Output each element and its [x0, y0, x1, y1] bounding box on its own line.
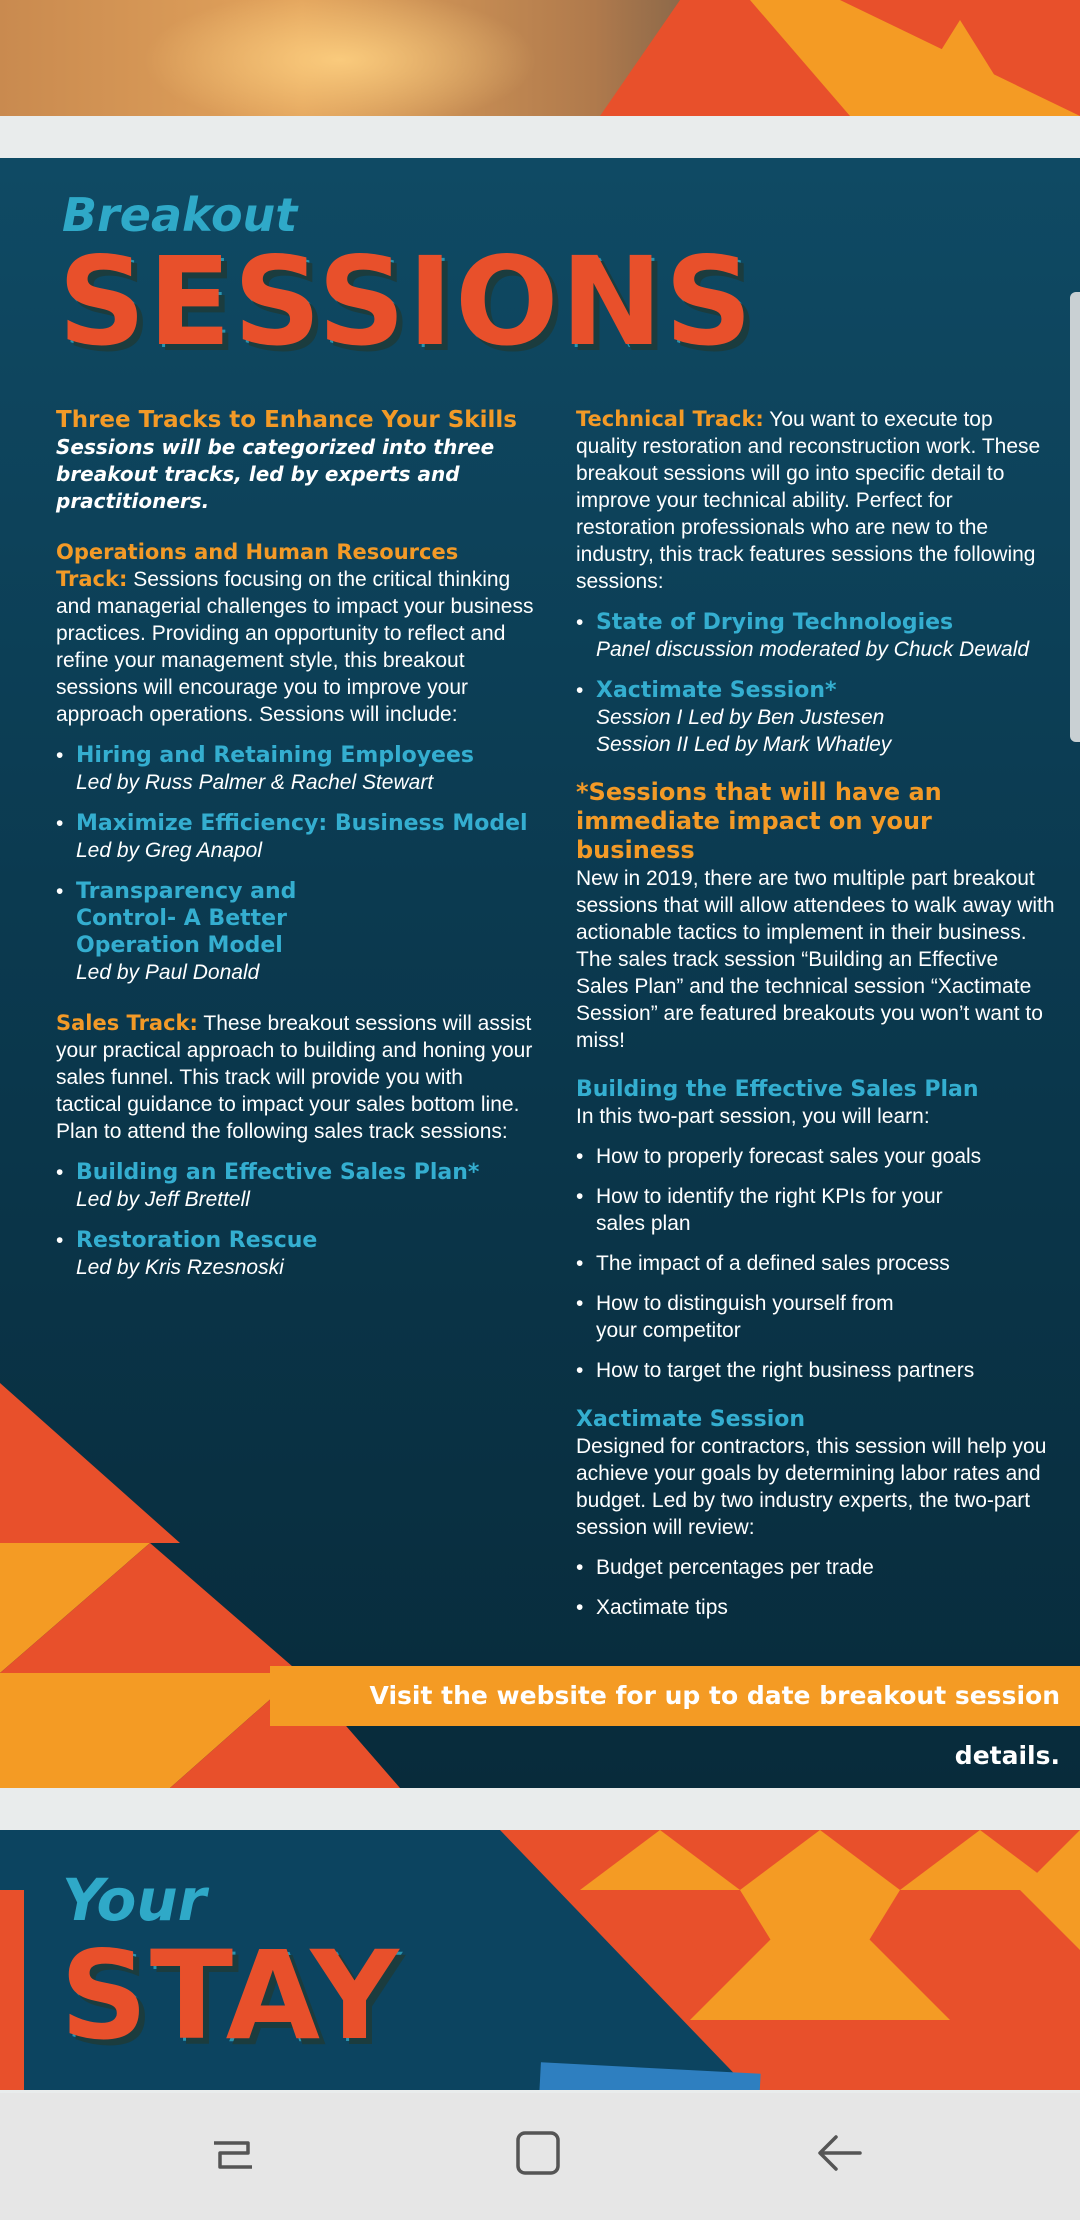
session-item: [56, 810, 534, 864]
operations-label: Operations and Human Resources Track:: [56, 540, 459, 591]
intro-text: Sessions will be categorized into three breakout tracks, led by experts and practitioners.: [56, 435, 495, 513]
hero-triangle-pattern: [600, 0, 1080, 116]
recent-apps-icon: [204, 2123, 264, 2183]
session-leader: Led by Kris Rzesnoski: [76, 1256, 284, 1279]
session-leader: Session I Led by Ben Justesen: [596, 706, 885, 729]
xactimate-heading: Xactimate Session: [576, 1407, 806, 1432]
hero-image-strip: [0, 0, 1080, 116]
bullet-icon: •: [576, 1556, 584, 1579]
session-leader: Panel discussion moderated by Chuck Dewald: [596, 638, 1030, 661]
bullet-icon: •: [56, 1161, 64, 1184]
bullet-icon: •: [576, 679, 584, 702]
decor-triangles-left: [0, 1383, 420, 1788]
decor-triangles-right: [500, 1830, 1080, 2090]
left-accent: [0, 1890, 24, 2090]
session-title: Hiring and Retaining Employees: [76, 743, 474, 768]
cta-text: Visit the website for up to date breakout session details.: [369, 1681, 1060, 1770]
breakout-sessions-panel: [0, 158, 1080, 1788]
technical-text: You want to execute top quality restoration and reconstruction work. These breakout sessions will go into specific detail to improve your technical ability. Perfect for restoration professionals who are new to the industry, this track features sessions the following sessions:: [576, 408, 1041, 593]
stay-kicker: Your: [62, 1866, 207, 1934]
sales-plan-item: • The impact of a defined sales process: [576, 1252, 950, 1275]
sessions-title: SESSIONS: [58, 231, 755, 373]
bullet-icon: •: [576, 1185, 584, 1208]
intro-heading: Three Tracks to Enhance Your Skills: [56, 407, 517, 433]
bullet-icon: •: [576, 1292, 584, 1315]
sales-text: These breakout sessions will assist your practical approach to building and honing your sales funnel. This track will provide you with tactical guidance to impact your sales bottom line. Plan to attend the following sales track sessions:: [56, 1012, 533, 1143]
operations-paragraph: [56, 539, 534, 728]
sales-plan-item: • How to distinguish yourself from your competitor: [576, 1292, 894, 1342]
technical-paragraph: [576, 406, 1056, 595]
bullet-icon: •: [576, 1145, 584, 1168]
breakout-kicker: Breakout: [62, 188, 298, 242]
bullet-icon: •: [56, 812, 64, 835]
back-icon: [810, 2123, 870, 2183]
session-title: State of Drying Technologies: [596, 610, 954, 635]
your-stay-panel: [0, 1830, 1080, 2090]
session-item: [56, 742, 534, 796]
bullet-icon: •: [576, 611, 584, 634]
session-leader: Led by Russ Palmer & Rachel Stewart: [76, 771, 434, 794]
xactimate-text: Designed for contractors, this session will help you achieve your goals by determining labor rates and budget. Led by two industry experts, the two-part session will review:: [576, 1435, 1047, 1539]
sales-plan-intro: In this two-part session, you will learn:: [576, 1105, 930, 1128]
bullet-icon: •: [576, 1596, 584, 1619]
sales-plan-heading: Building the Effective Sales Plan: [576, 1077, 979, 1102]
sales-plan-item: • How to properly forecast sales your goals: [576, 1145, 982, 1168]
impact-text: New in 2019, there are two multiple part breakout sessions that will allow attendees to walk away with actionable tactics to implement in their business. The sales track session “Building an Effective Sales Plan” and the technical session “Xactimate Session” are featured breakouts you won’t want to miss!: [576, 867, 1055, 1052]
session-leader: Session II Led by Mark Whatley: [596, 733, 892, 756]
scrollbar[interactable]: [1070, 292, 1080, 742]
session-item: [576, 609, 1056, 663]
navigation-bar: [0, 2093, 1080, 2220]
session-leader: Led by Jeff Brettell: [76, 1188, 250, 1211]
sales-paragraph: [56, 1010, 534, 1145]
home-button[interactable]: [508, 2123, 568, 2183]
home-icon: [508, 2123, 568, 2183]
session-title: Transparency and Control- A Better Operation Model: [76, 879, 297, 958]
recent-apps-button[interactable]: [204, 2123, 264, 2183]
session-title: Building an Effective Sales Plan*: [76, 1160, 480, 1185]
left-column: [56, 406, 534, 1281]
sunset-glow: [60, 0, 620, 116]
session-item: [56, 878, 534, 986]
session-title: Maximize Efficiency: Business Model: [76, 811, 528, 836]
bullet-icon: •: [576, 1359, 584, 1382]
bullet-icon: •: [576, 1252, 584, 1275]
sales-label: Sales Track:: [56, 1011, 198, 1035]
session-item: [576, 677, 1056, 758]
xactimate-item: • Xactimate tips: [576, 1596, 728, 1619]
session-leader: Led by Paul Donald: [76, 961, 260, 984]
sales-plan-item: • How to target the right business partners: [576, 1359, 975, 1382]
impact-heading: *Sessions that will have an immediate impact on your business: [576, 778, 942, 864]
xactimate-item: • Budget percentages per trade: [576, 1556, 874, 1579]
operations-text: Sessions focusing on the critical thinking and managerial challenges to impact your business practices. Providing an opportunity to reflect and refine your management style, this breakout sessions will encourage you to improve your approach operations. Sessions will include:: [56, 568, 534, 726]
session-title: Restoration Rescue: [76, 1228, 318, 1253]
session-title: Xactimate Session*: [596, 678, 837, 703]
bullet-icon: •: [56, 880, 64, 903]
session-item: [56, 1159, 534, 1213]
back-button[interactable]: [810, 2123, 870, 2183]
right-column: [576, 406, 1056, 1621]
technical-label: Technical Track:: [576, 407, 764, 431]
session-item: [56, 1227, 534, 1281]
session-leader: Led by Greg Anapol: [76, 839, 263, 862]
sales-plan-item: • How to identify the right KPIs for your sales plan: [576, 1185, 943, 1235]
bullet-icon: •: [56, 744, 64, 767]
stay-title: STAY: [60, 1925, 401, 2067]
bullet-icon: •: [56, 1229, 64, 1252]
